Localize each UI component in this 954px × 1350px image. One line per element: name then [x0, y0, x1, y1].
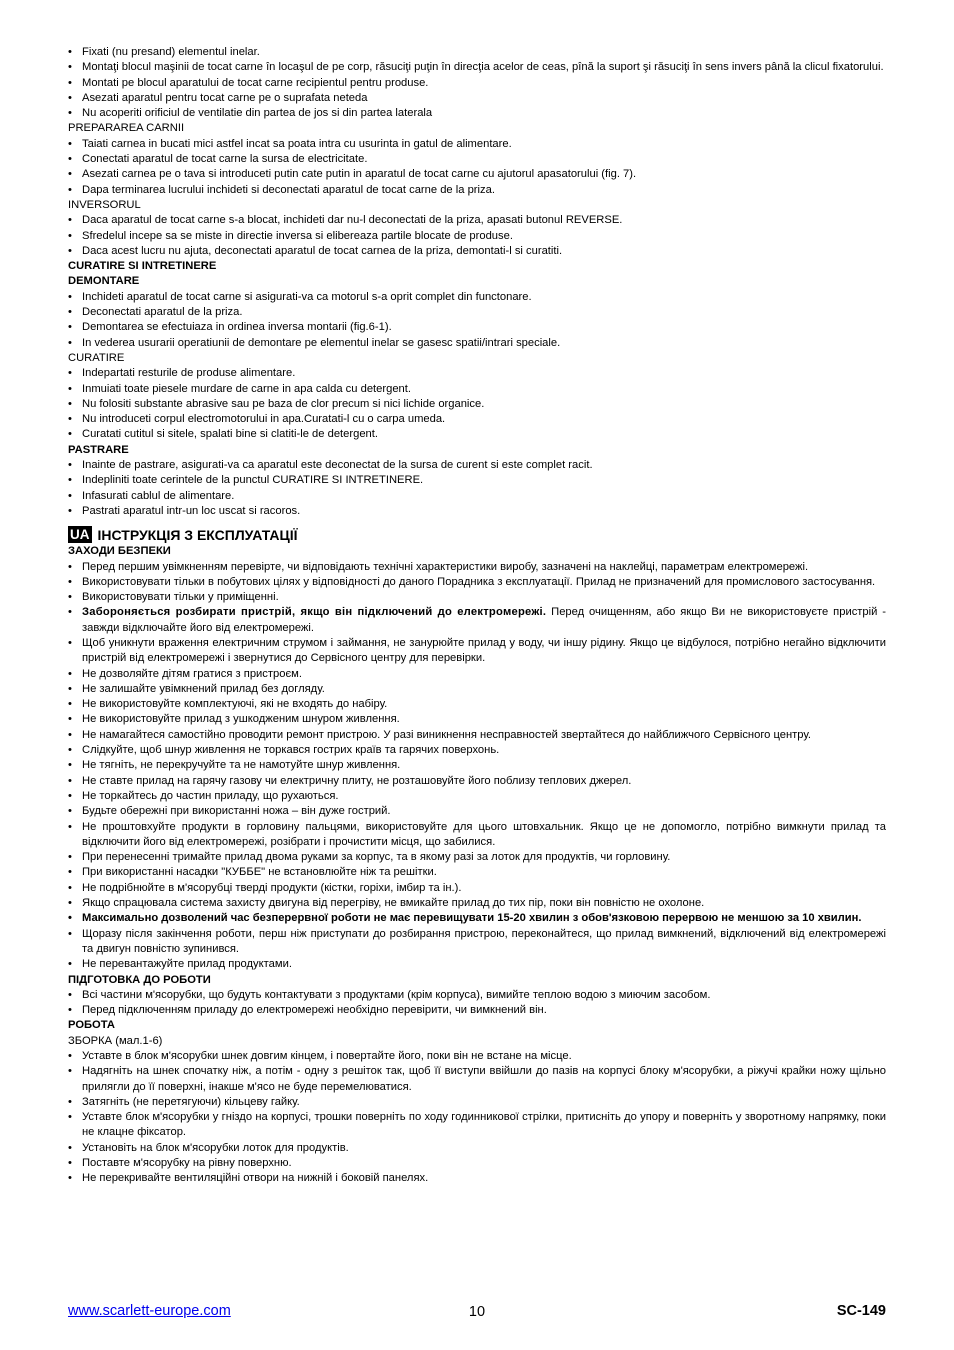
list-item: • Щоб уникнути враження електричним струмом і займання, не занурюйте прилад у воду, чи іншу рідину. Якщо це відбулося, потрібно негайно відключити пристрій від електромережі і звернутися до Сервісного центру для перевірки.: [68, 636, 886, 667]
list-item: • Nu folositi substante abrasive sau pe baza de clor precum si nici lichide organice.: [68, 397, 886, 412]
list-item: • Sfredelul incepe sa se miste in directie inversa si elibereaza partile blocate de produse.: [68, 229, 886, 244]
list-item: • Не залишайте увімкнений прилад без догляду.: [68, 682, 886, 697]
ua-language-badge: UA: [70, 527, 90, 543]
emphasis-text: Забороняється розбирати пристрій, якщо він підключений до електромережі.: [82, 606, 547, 619]
subsection-label: CURATIRE: [68, 351, 125, 364]
list-item: [68, 605, 886, 636]
section-heading: ЗАХОДИ БЕЗПЕКИ: [68, 545, 171, 558]
list-item: • Поставте м'ясорубку на рівну поверхню.: [68, 1156, 886, 1171]
list-item: • Не перевантажуйте прилад продуктами.: [68, 957, 886, 972]
list-item: • Indepartati resturile de produse alimentare.: [68, 366, 886, 381]
list-item: • Щоразу після закінчення роботи, перш ніж приступати до розбирання пристрою, переконайтеся, що прилад вимкнений, відключений від електромережі та двигун повністю зупинився.: [68, 927, 886, 958]
list-item: • Nu acoperiti orificiul de ventilatie din partea de jos si din partea laterala: [68, 106, 886, 121]
list-item: • Уставте в блок м'ясорубки шнек довгим кінцем, і повертайте його, поки він не встане на місце.: [68, 1049, 886, 1064]
list-item: • Не перекривайте вентиляційні отвори на нижній і боковій панелях.: [68, 1171, 886, 1186]
subsection-label: ЗБОРКА (мал.1-6): [68, 1034, 163, 1047]
list-item: • Максимально дозволений час безперервної роботи не має перевищувати 15-20 хвилин з обов'язковою перервою не меншою за 10 хвилин.: [68, 911, 886, 926]
list-item: • Уставте блок м'ясорубки у гніздо на корпусі, трошки поверніть по ходу годинникової стрілки, притисніть до упору и поверніть у зворотному напрямку, поки не клацне фіксатор.: [68, 1110, 886, 1141]
list-item: • Inchideti aparatul de tocat carne si asigurati-va ca motorul s-a oprit complet din functonare.: [68, 290, 886, 305]
list-item: • Daca acest lucru nu ajuta, deconectati aparatul de tocat carnea de la priza, demontati-l si curatiti.: [68, 244, 886, 259]
list-item: • Не тягніть, не перекручуйте та не намотуйте шнур живлення.: [68, 758, 886, 773]
list-item: • Надягніть на шнек спочатку ніж, а потім - одну з решіток так, щоб її виступи ввійшли до пазів на корпусі блоку м'ясорубки, а ріжучі крайки ножу щільно прилягли до її поверхні, інакше м'ясо не буде перемелюватися.: [68, 1064, 886, 1095]
page-footer: [68, 1303, 886, 1323]
list-item: • Будьте обережні при використанні ножа – він дуже гострий.: [68, 804, 886, 819]
list-item: • Не намагайтеся самостійно проводити ремонт пристрою. У разі виникнення несправностей звертайтеся до найближчого Сервісного центру.: [68, 728, 886, 743]
website-link[interactable]: www.scarlett-europe.com: [68, 1303, 231, 1319]
list-item: • Не торкайтесь до частин приладу, що рухаються.: [68, 789, 886, 804]
list-item: • Demontarea se efectuiaza in ordinea inversa montarii (fig.6-1).: [68, 320, 886, 335]
list-item: • Затягніть (не перетягуючи) кільцеву гайку.: [68, 1095, 886, 1110]
list-item: • Слідкуйте, щоб шнур живлення не торкався гострих країв та гарячих поверхонь.: [68, 743, 886, 758]
list-item: • Не використовуйте прилад з ушкодженим шнуром живлення.: [68, 712, 886, 727]
list-item: • Montati pe blocul aparatului de tocat carne recipientul pentru produse.: [68, 76, 886, 91]
list-item: • Pastrati aparatul intr-un loc uscat si racoros.: [68, 504, 886, 519]
list-item: • При перенесенні тримайте прилад двома руками за корпус, та в якому разі за лоток для продуктів, чи горловину.: [68, 850, 886, 865]
list-item: • Якщо спрацювала система захисту двигуна від перегріву, не вмикайте прилад до тих пір, поки він повністю не охолоне.: [68, 896, 886, 911]
list-item: • Всі частини м'ясорубки, що будуть контактувати з продуктами (крім корпуса), вимийте теплою водою з миючим засобом.: [68, 988, 886, 1003]
ua-section-heading: [68, 525, 886, 544]
list-item: • Не проштовхуйте продукти в горловину пальцями, використовуйте для цього штовхальник. Якщо це не допомогло, потрібно вимкнути прилад та відключити його від електромережі, розібрати і прочистити місця, що забилися.: [68, 820, 886, 851]
list-item: • Infasurati cablul de alimentare.: [68, 489, 886, 504]
section-heading: CURATIRE SI INTRETINERE: [68, 260, 217, 273]
list-item: • Не дозволяйте дітям гратися з пристроєм.: [68, 667, 886, 682]
list-item: • Fixati (nu presand) elementul inelar.: [68, 45, 886, 60]
ua-section-title: ІНСТРУКЦІЯ З ЕКСПЛУАТАЦІЇ: [97, 526, 298, 543]
list-item: • Не використовуйте комплектуючі, які не входять до набіру.: [68, 697, 886, 712]
model-number: SC-149: [836, 1303, 886, 1319]
list-item: • Asezati aparatul pentru tocat carne pe o suprafata neteda: [68, 91, 886, 106]
romanian-section: [68, 45, 886, 519]
list-item: • Використовувати тільки в побутових цілях у відповідності до даного Порадника з експлуатації. Прилад не призначений для промислового застосування.: [68, 575, 886, 590]
list-item: • Nu introduceti corpul electromotorului in apa.Curatati-l cu o carpa umeda.: [68, 412, 886, 427]
list-item: • Inainte de pastrare, asigurati-va ca aparatul este deconectat de la sursa de curent si este complet racit.: [68, 458, 886, 473]
page-number: 10: [468, 1304, 486, 1320]
page-content: [68, 45, 886, 1187]
list-item: • Використовувати тільки у приміщенні.: [68, 590, 886, 605]
list-item: • Перед першим увімкненням перевірте, чи відповідають технічні характеристики виробу, зазначені на наклейці, параметрам електромережі.: [68, 560, 886, 575]
list-item: • Asezati carnea pe o tava si introduceti putin cate putin in aparatul de tocat carne cu ajutorul apasatorului (fig. 7).: [68, 167, 886, 182]
subsection-label: INVERSORUL: [68, 198, 141, 211]
section-heading: DEMONTARE: [68, 275, 140, 288]
list-item: • Taiati carnea in bucati mici astfel incat sa poata intra cu usurinta in gatul de alimentare.: [68, 137, 886, 152]
list-item: • Indepliniti toate cerintele de la punctul CURATIRE SI INTRETINERE.: [68, 473, 886, 488]
item-text: Перед очищенням, або якщо Ви не використовуєте пристрій - завжди відключайте його від електромережі.: [82, 606, 886, 634]
section-heading: РОБОТА: [68, 1019, 115, 1032]
section-heading: PASTRARE: [68, 443, 129, 456]
list-item: • Не ставте прилад на гарячу газову чи електричну плиту, не розташовуйте його поблизу теплових джерел.: [68, 774, 886, 789]
list-item: • Conectati aparatul de tocat carne la sursa de electricitate.: [68, 152, 886, 167]
section-heading: ПІДГОТОВКА ДО РОБОТИ: [68, 973, 211, 986]
subsection-label: PREPARAREA CARNII: [68, 122, 185, 135]
list-item: • Curatati cutitul si sitele, spalati bine si clatiti-le de detergent.: [68, 427, 886, 442]
list-item: • Daca aparatul de tocat carne s-a blocat, inchideti dar nu-l deconectati de la priza, apasati butonul REVERSE.: [68, 213, 886, 228]
ukrainian-section: [68, 544, 886, 1186]
list-item: • Deconectati aparatul de la priza.: [68, 305, 886, 320]
list-item: • Montaţi blocul maşinii de tocat carne în locaşul de pe corp, răsuciţi puţin în direcţia acelor de ceas, pînă la suport şi răsuciţi în sens invers până la clicul fixatorului.: [68, 60, 886, 75]
list-item: • Установіть на блок м'ясорубки лоток для продуктів.: [68, 1141, 886, 1156]
list-item: • Перед підключенням приладу до електромережі необхідно перевірити, чи вимкнений він.: [68, 1003, 886, 1018]
list-item: • Не подрібнюйте в м'ясорубці тверді продукти (кістки, горіхи, імбир та ін.).: [68, 881, 886, 896]
list-item: • In vederea usurarii operatiunii de demontare pe elementul inelar se gasesc spatii/intrari speciale.: [68, 336, 886, 351]
list-item: • Inmuiati toate piesele murdare de carne in apa calda cu detergent.: [68, 382, 886, 397]
list-item: • При використанні насадки "КУББЕ" не встановлюйте ніж та решітки.: [68, 865, 886, 880]
list-item: • Dapa terminarea lucrului inchideti si deconectati aparatul de tocat carne de la priza.: [68, 183, 886, 198]
